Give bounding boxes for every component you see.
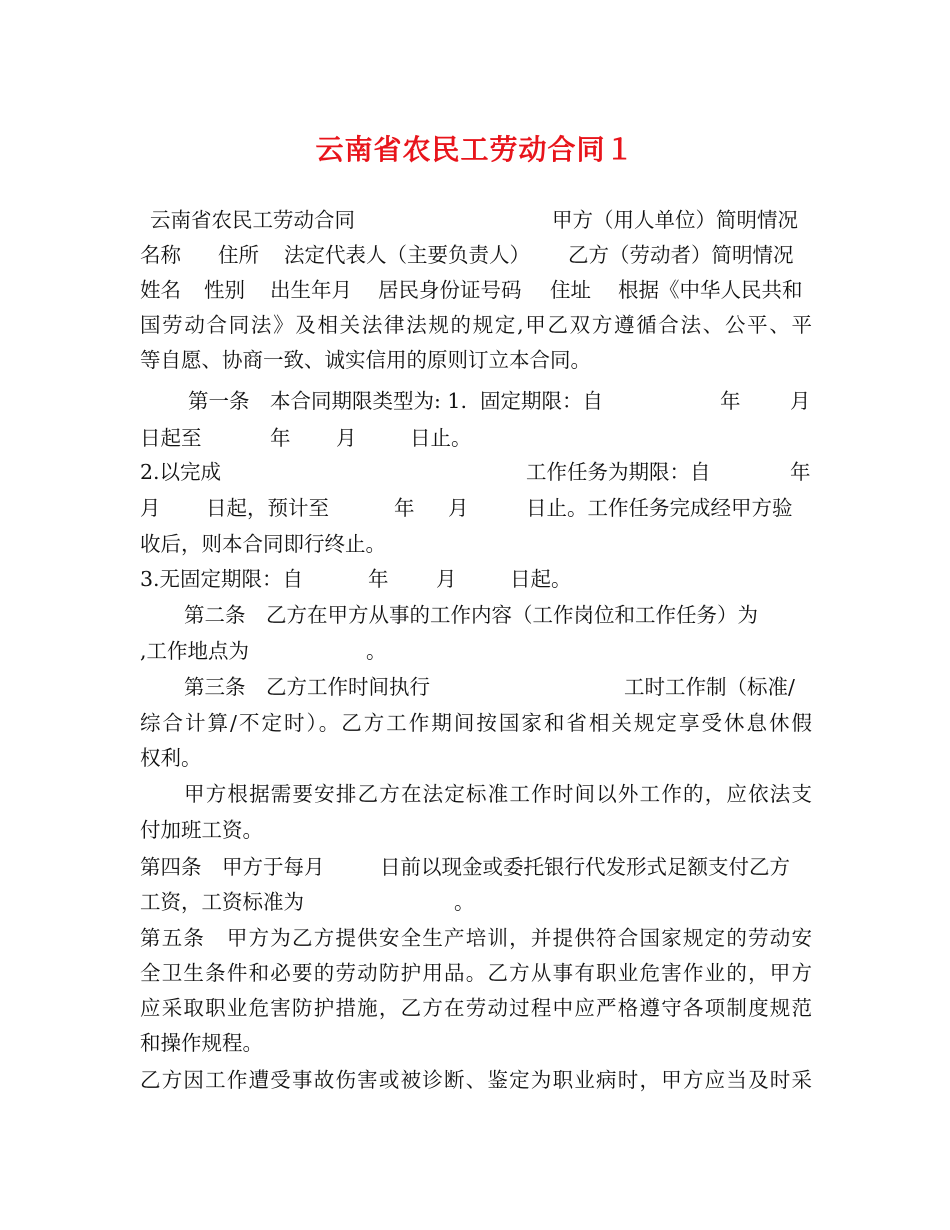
text-line: 全卫生条件和必要的劳动防护用品。乙方从事有职业危害作业的，甲方 <box>140 961 812 985</box>
text-segment: 年 <box>394 496 415 520</box>
text-segment: 住址 <box>550 278 591 302</box>
text-segment: 年 <box>270 426 291 450</box>
text-line <box>140 384 812 418</box>
text-segment: 甲方根据需要安排乙方在法定标准工作时间以外工作的，应依法支 <box>184 782 812 806</box>
text-segment: 日起至 <box>140 426 202 450</box>
text-line <box>140 670 812 704</box>
text-line <box>140 238 812 272</box>
text-segment: 居民身份证号码 <box>378 278 522 302</box>
text-segment: 性别 <box>204 278 245 302</box>
text-segment: 月 <box>140 496 161 520</box>
text-segment: 日起，预计至 <box>206 496 329 520</box>
text-line: 乙方因工作遭受事故伤害或被诊断、鉴定为职业病时，甲方应当及时采 <box>140 1068 812 1092</box>
text-segment: 乙方（劳动者）简明情况 <box>568 243 794 267</box>
text-segment: 日止。 <box>410 426 472 450</box>
text-line <box>140 850 812 884</box>
text-line <box>140 455 812 489</box>
text-segment: 第三条 乙方工作时间执行 <box>184 675 430 699</box>
text-segment: 住所 <box>218 243 259 267</box>
text-segment: 年 <box>368 567 389 591</box>
text-segment: 第二条 乙方在甲方从事的工作内容（工作岗位和工作任务）为 <box>184 603 758 627</box>
text-segment: 月 <box>790 389 811 413</box>
text-line: 付加班工资。 <box>140 818 263 842</box>
text-segment: 甲方（用人单位）简明情况 <box>552 208 798 232</box>
text-segment: 工资，工资标准为 <box>140 890 304 914</box>
text-segment: 3.无固定期限：自 <box>140 567 304 591</box>
text-segment: ,工作地点为 <box>140 639 250 663</box>
text-segment: 法定代表人（主要负责人） <box>284 243 530 267</box>
text-segment: 年 <box>720 389 741 413</box>
text-segment: 根据《中华人民共和 <box>618 278 803 302</box>
text-segment: 日前以现金或委托银行代发形式足额支付乙方 <box>380 855 790 879</box>
text-segment: 名称 <box>140 243 181 267</box>
text-segment: 工时工作制（标准/ <box>624 675 795 699</box>
text-segment: 月 <box>436 567 457 591</box>
text-line: 收后，则本合同即行终止。 <box>140 532 386 556</box>
text-line <box>140 491 812 525</box>
text-line <box>140 203 812 237</box>
text-segment: 。 <box>454 890 475 914</box>
text-line: 综合计算/不定时）。乙方工作期间按国家和省相关规定享受休息休假 <box>140 711 812 735</box>
text-line: 等自愿、协商一致、诚实信用的原则订立本合同。 <box>140 348 591 372</box>
text-segment: 年 <box>790 460 811 484</box>
text-segment: 出生年月 <box>270 278 352 302</box>
text-line <box>140 598 812 632</box>
text-segment: 2.以完成 <box>140 460 222 484</box>
text-line: 和操作规程。 <box>140 1031 263 1055</box>
text-line <box>140 562 812 596</box>
text-line <box>140 273 812 307</box>
text-line <box>140 777 812 811</box>
text-line: 第五条 甲方为乙方提供安全生产培训，并提供符合国家规定的劳动安 <box>140 926 812 950</box>
text-segment: 日止。工作任务完成经甲方验 <box>526 496 793 520</box>
text-segment: 工作任务为期限：自 <box>526 460 711 484</box>
text-segment: 日起。 <box>510 567 572 591</box>
text-segment: 。 <box>366 639 387 663</box>
text-line <box>140 634 812 668</box>
text-segment: 第一条 本合同期限类型为: 1. 固定期限：自 <box>188 389 604 413</box>
text-segment: 第四条 甲方于每月 <box>140 855 325 879</box>
text-segment: 姓名 <box>140 278 181 302</box>
text-segment: 月 <box>336 426 357 450</box>
text-segment: 月 <box>448 496 469 520</box>
text-line: 权利。 <box>140 746 202 770</box>
text-line: 应采取职业危害防护措施，乙方在劳动过程中应严格遵守各项制度规范 <box>140 996 812 1020</box>
text-line <box>140 421 812 455</box>
document-title: 云南省农民工劳动合同１ <box>315 133 635 166</box>
text-line <box>140 885 812 919</box>
text-line: 国劳动合同法》及相关法律法规的规定,甲乙双方遵循合法、公平、平 <box>140 313 812 337</box>
text-segment: 云南省农民工劳动合同 <box>150 208 355 232</box>
